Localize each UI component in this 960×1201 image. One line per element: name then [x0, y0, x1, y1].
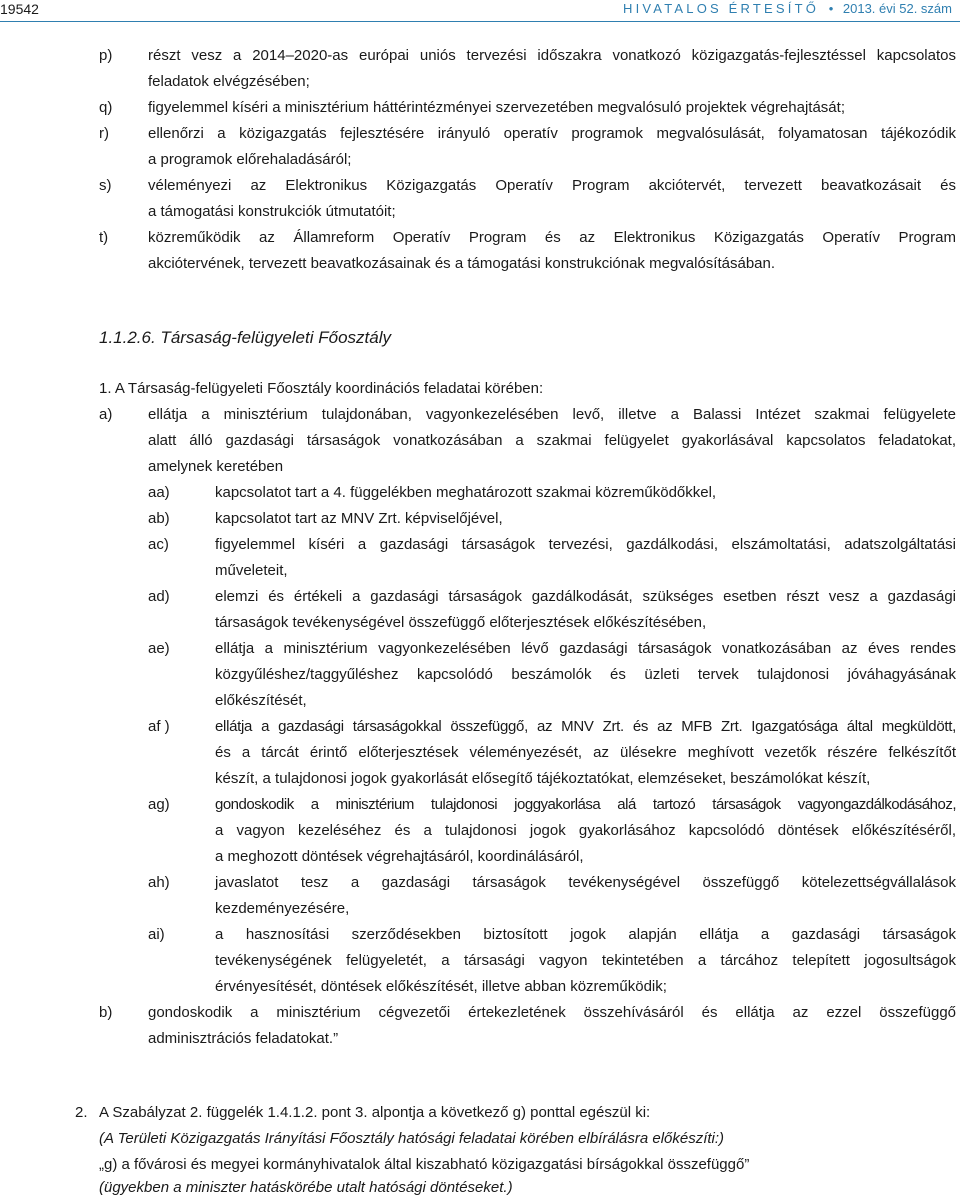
sub-item-text-line: műveleteit,	[215, 562, 288, 579]
item-text-line: feladatok elvégzésében;	[148, 73, 310, 90]
sub-item-label: ab)	[148, 510, 170, 527]
sub-item-text-line: kapcsolatot tart a 4. függelékben meghatározott szakmai közreműködőkkel,	[215, 484, 717, 501]
item-text-line: gondoskodik a minisztérium cégvezetői értekezletének összehívásáról és ellátja az ezzel összefüggő	[148, 1004, 956, 1021]
sub-item-text-line: kapcsolatot tart az MNV Zrt. képviselőjével,	[215, 510, 503, 527]
sub-item-label: ac)	[148, 536, 169, 553]
sub-item-text-line: társaságok tevékenységével összefüggő előterjesztések előkészítésében,	[215, 614, 707, 631]
sub-item-text-line: tevékenységének felügyeletét, a társasági vagyon tekintetében a tárcához telepített jogosultságok	[215, 952, 956, 969]
item-text-line: a programok előrehaladásáról;	[148, 151, 352, 168]
sub-item-text-line: ellátja a minisztérium vagyonkezelésében lévő gazdasági társaságok vonatkozásában az éves rendes	[215, 640, 956, 657]
sub-item-text-line: a meghozott döntések végrehajtásáról, koordinálásáról,	[215, 848, 584, 865]
item-text-line: akciótervének, tervezett beavatkozásainak és a támogatási konstrukciónak megvalósításában.	[148, 255, 776, 272]
amendment-context: (A Területi Közigazgatás Irányítási Főosztály hatósági feladatai körében elbírálásra előkészíti:)	[99, 1130, 725, 1147]
amendment-closing: (ügyekben a miniszter hatáskörébe utalt hatósági döntéseket.)	[99, 1179, 513, 1196]
section-intro: 1. A Társaság-felügyeleti Főosztály koordinációs feladatai körében:	[99, 380, 544, 397]
sub-item-text-line: kezdeményezésére,	[215, 900, 350, 917]
sub-item-label: ae)	[148, 640, 170, 657]
amendment-number: 2.	[75, 1104, 88, 1121]
item-label: q)	[99, 99, 113, 116]
sub-item-text-line: gondoskodik a minisztérium tulajdonosi joggyakorlása alá tartozó társaságok vagyongazdálkodásához,	[215, 796, 956, 813]
item-text-line: részt vesz a 2014–2020-as európai uniós tervezési időszakra vonatkozó közigazgatás-fejlesztéssel kapcsolatos	[148, 47, 956, 64]
sub-item-text-line: a vagyon kezeléséhez és a tulajdonosi jogok gyakorlásához kapcsolódó döntések előkészítéséről,	[215, 822, 956, 839]
item-text-line: amelynek keretében	[148, 458, 284, 475]
sub-item-label: ad)	[148, 588, 170, 605]
issue-number: 2013. évi 52. szám	[842, 1, 952, 16]
sub-item-text-line: érvényesítését, döntések előkészítését, illetve abban közreműködik;	[215, 978, 667, 995]
sub-item-label: af )	[148, 718, 170, 735]
page-number: 19542	[0, 1, 39, 17]
sub-item-label: ah)	[148, 874, 170, 891]
item-label: s)	[99, 177, 112, 194]
item-text-line: adminisztrációs feladatokat.”	[148, 1030, 339, 1047]
header-rule	[0, 21, 960, 22]
sub-item-text-line: készít, a tulajdonosi jogok gyakorlását elősegítő tájékoztatókat, elemzéseket, beszámolókat készít,	[215, 770, 871, 787]
item-label: p)	[99, 47, 113, 64]
sub-item-text-line: elemzi és értékeli a gazdasági társaságok gazdálkodását, szükséges esetben részt vesz a gazdasági	[215, 588, 956, 605]
item-label: b)	[99, 1004, 113, 1021]
item-text-line: véleményezi az Elektronikus Közigazgatás Operatív Program akciótervét, tervezett beavatkozásait és	[148, 177, 956, 194]
sub-item-text-line: figyelemmel kíséri a gazdasági társaságok tervezési, gazdálkodási, elszámoltatási, adatszolgáltatási	[215, 536, 956, 553]
gazette-name: HIVATALOS ÉRTESÍTŐ	[623, 1, 820, 16]
sub-item-text-line: előkészítését,	[215, 692, 307, 709]
item-label: a)	[99, 406, 113, 423]
item-text-line: ellenőrzi a közigazgatás fejlesztésére irányuló operatív programok megvalósulását, folyamatosan tájékozódik	[148, 125, 956, 142]
sub-item-label: ag)	[148, 796, 170, 813]
sub-item-label: aa)	[148, 484, 170, 501]
item-label: r)	[99, 125, 109, 142]
amendment-text: A Szabályzat 2. függelék 1.4.1.2. pont 3. alpontja a következő g) ponttal egészül ki:	[99, 1104, 651, 1121]
item-label: t)	[99, 229, 109, 246]
sub-item-text-line: javaslatot tesz a gazdasági társaságok tevékenységével összefüggő kötelezettségvállalások	[215, 874, 956, 891]
item-text-line: figyelemmel kíséri a minisztérium háttérintézményei szervezetében megvalósuló projektek végrehajtását;	[148, 99, 845, 116]
gazette-header	[623, 1, 952, 16]
item-text-line: a támogatási konstrukciók útmutatóit;	[148, 203, 396, 220]
amendment-quote: „g) a fővárosi és megyei kormányhivatalok által kiszabható közigazgatási bírságokkal összefüggő”	[99, 1156, 750, 1173]
sub-item-label: ai)	[148, 926, 165, 943]
sub-item-text-line: közgyűléshez/taggyűléshez kapcsolódó beszámolók és üzleti tervek tulajdonosi jóváhagyásának	[215, 666, 956, 683]
item-text-line: közreműködik az Államreform Operatív Program és az Elektronikus Közigazgatás Operatív Program	[148, 229, 956, 246]
section-heading: 1.1.2.6. Társaság-felügyeleti Főosztály	[99, 328, 391, 347]
sub-item-text-line: a hasznosítási szerződésekben biztosított jogok alapján ellátja a gazdasági társaságok	[215, 926, 956, 943]
header-separator: •	[828, 1, 834, 16]
item-text-line: alatt álló gazdasági társaságok vonatkozásában a szakmai felügyelet gyakorlásával kapcsolatos feladatokat,	[148, 432, 956, 449]
sub-item-text-line: és a tárcát érintő előterjesztések véleményezését, az ülésekre meghívott vezetők részére felkészítőt	[215, 744, 956, 761]
item-text-line: ellátja a minisztérium tulajdonában, vagyonkezelésében levő, illetve a Balassi Intézet szakmai felügyelete	[148, 406, 956, 423]
sub-item-text-line: ellátja a gazdasági társaságokkal összefüggő, az MNV Zrt. és az MFB Zrt. Igazgatósága által megküldött,	[215, 718, 956, 735]
page-header	[0, 0, 960, 22]
